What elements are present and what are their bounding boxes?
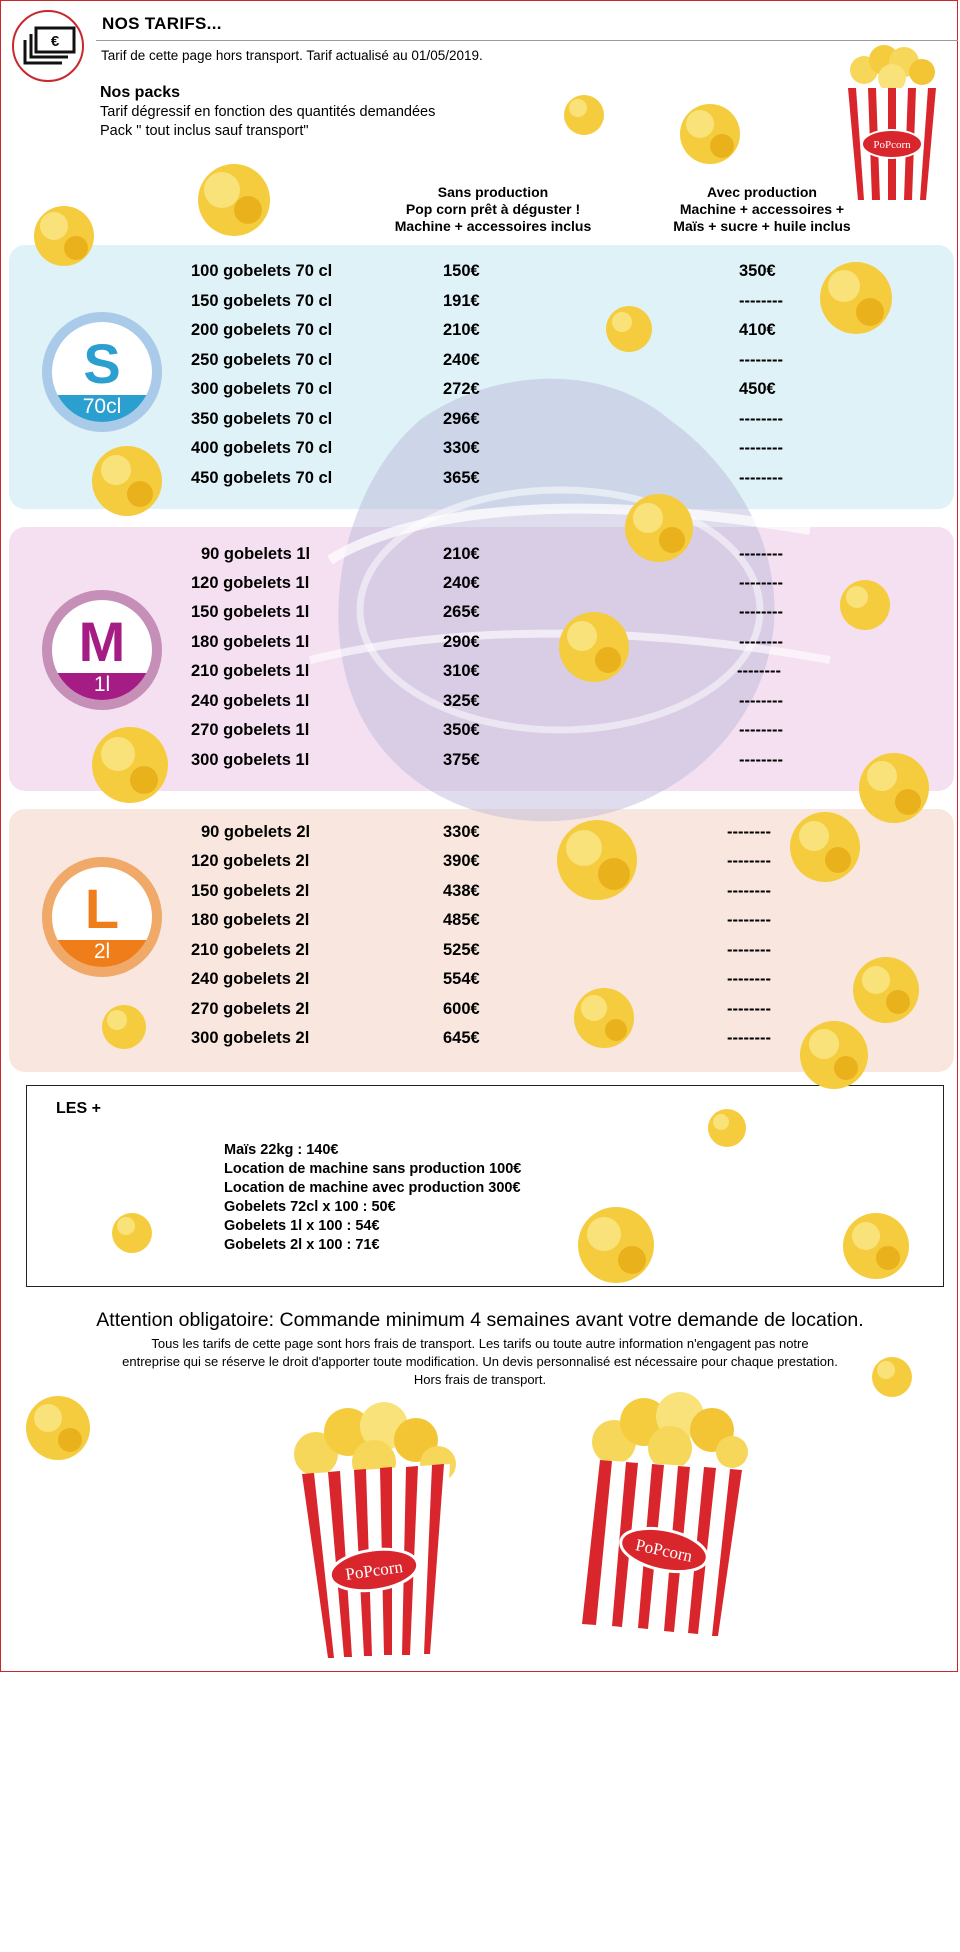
price-without: 600€ (443, 1000, 480, 1018)
price-with: -------- (739, 545, 783, 563)
logo-badge (12, 10, 84, 82)
popcorn-kernel-icon (868, 1350, 916, 1404)
row-label: 300 gobelets 2l (191, 1029, 310, 1047)
page-subtitle: Tarif de cette page hors transport. Tarif actualisé au 01/05/2019. (101, 48, 483, 63)
row-label: 240 gobelets 1l (191, 692, 310, 710)
price-without: 390€ (443, 852, 480, 870)
extras-item: Gobelets 1l x 100 : 54€ (224, 1218, 380, 1234)
price-with: -------- (727, 941, 771, 959)
price-with: -------- (739, 351, 783, 369)
popcorn-kernel-icon (20, 1386, 96, 1470)
row-label: 150 gobelets 2l (191, 882, 310, 900)
extras-item: Location de machine sans production 100€ (224, 1161, 522, 1177)
price-without: 240€ (443, 351, 480, 369)
svg-text:PoPcorn: PoPcorn (873, 139, 911, 151)
row-label: 350 gobelets 70 cl (191, 410, 333, 428)
popcorn-kernel-icon (704, 1102, 750, 1154)
price-with: -------- (727, 882, 771, 900)
price-without: 554€ (443, 970, 480, 988)
price-without: 191€ (443, 292, 480, 310)
price-without: 290€ (443, 633, 480, 651)
svg-text:PoPcorn: PoPcorn (344, 1557, 404, 1584)
extras-item: Location de machine avec production 300€ (224, 1180, 521, 1196)
popcorn-bucket-icon (288, 1392, 464, 1660)
price-with: 410€ (739, 321, 776, 339)
disclaimer-line: Tous les tarifs de cette page sont hors frais de transport. Les tarifs ou toute autre information n'engagent pas notre (151, 1336, 809, 1351)
disclaimer-line: Hors frais de transport. (413, 1372, 547, 1387)
euro-bills-icon (22, 26, 78, 68)
popcorn-kernel-icon (98, 998, 150, 1056)
price-without: 272€ (443, 380, 480, 398)
price-with: 450€ (739, 380, 776, 398)
price-without: 330€ (443, 823, 480, 841)
price-without: 330€ (443, 439, 480, 457)
price-with: -------- (727, 911, 771, 929)
popcorn-kernel-icon (794, 1012, 874, 1098)
price-without: 150€ (443, 262, 480, 280)
popcorn-kernel-icon (812, 252, 900, 344)
title-divider (96, 40, 958, 41)
popcorn-kernel-icon (674, 92, 746, 176)
popcorn-kernel-icon (784, 800, 866, 894)
price-without: 310€ (443, 662, 480, 680)
row-label: 150 gobelets 70 cl (191, 292, 333, 310)
extras-title: LES + (56, 1100, 101, 1117)
packs-note: Pack " tout inclus sauf transport" (100, 123, 309, 139)
price-with: -------- (727, 1029, 771, 1047)
price-without: 375€ (443, 751, 480, 769)
size-badge-s: S 70cl (42, 312, 162, 432)
popcorn-kernel-icon (602, 300, 656, 358)
popcorn-kernel-icon (566, 1202, 666, 1288)
price-with: 350€ (739, 262, 776, 280)
row-label: 240 gobelets 2l (191, 970, 310, 988)
price-with: -------- (739, 292, 783, 310)
price-without: 525€ (443, 941, 480, 959)
row-label: 250 gobelets 70 cl (191, 351, 333, 369)
popcorn-kernel-icon (836, 572, 894, 638)
extras-item: Gobelets 72cl x 100 : 50€ (224, 1199, 396, 1215)
price-without: 210€ (443, 321, 480, 339)
row-label: 450 gobelets 70 cl (191, 469, 333, 487)
row-label: 100 gobelets 70 cl (191, 262, 333, 280)
price-with: -------- (727, 852, 771, 870)
price-without: 210€ (443, 545, 480, 563)
packs-heading: Nos packs (100, 84, 181, 101)
row-label: 300 gobelets 70 cl (191, 380, 333, 398)
extras-item: Gobelets 2l x 100 : 71€ (224, 1237, 380, 1253)
size-badge-l: L 2l (42, 857, 162, 977)
page-title: NOS TARIFS... (102, 14, 222, 33)
price-without: 645€ (443, 1029, 480, 1047)
popcorn-bucket-icon (842, 36, 942, 204)
price-with: -------- (739, 721, 783, 739)
price-without: 365€ (443, 469, 480, 487)
disclaimer-line: entreprise qui se réserve le droit d'apporter toute modification. Un devis personnalisé est nécessaire pour chaque prestation. (122, 1354, 838, 1369)
size-badge-m: M 1l (42, 590, 162, 710)
price-with: -------- (739, 410, 783, 428)
row-label: 300 gobelets 1l (191, 751, 310, 769)
row-label: 400 gobelets 70 cl (191, 439, 333, 457)
row-label: 210 gobelets 1l (191, 662, 310, 680)
price-with: -------- (739, 751, 783, 769)
row-label: 90 gobelets 2l (201, 823, 311, 841)
row-label: 150 gobelets 1l (191, 603, 310, 621)
popcorn-kernel-icon (108, 1206, 156, 1260)
row-label: 210 gobelets 2l (191, 941, 310, 959)
popcorn-kernel-icon (560, 88, 608, 142)
price-without: 325€ (443, 692, 480, 710)
price-with: -------- (727, 823, 771, 841)
popcorn-kernel-icon (86, 436, 168, 526)
price-with: -------- (739, 439, 783, 457)
popcorn-bucket-icon (578, 1386, 754, 1642)
extras-item: Maïs 22kg : 140€ (224, 1142, 339, 1158)
popcorn-kernel-icon (188, 158, 280, 242)
packs-description: Tarif dégressif en fonction des quantités demandées (100, 104, 436, 120)
price-with: -------- (727, 1000, 771, 1018)
price-without: 296€ (443, 410, 480, 428)
row-label: 180 gobelets 2l (191, 911, 310, 929)
price-without: 350€ (443, 721, 480, 739)
row-label: 270 gobelets 2l (191, 1000, 310, 1018)
price-with: -------- (739, 574, 783, 592)
price-without: 240€ (443, 574, 480, 592)
popcorn-kernel-icon (836, 1206, 916, 1286)
attention-notice: Attention obligatoire: Commande minimum 4 semaines avant votre demande de location. (96, 1309, 864, 1331)
row-label: 270 gobelets 1l (191, 721, 310, 739)
popcorn-kernel-icon (552, 602, 636, 692)
popcorn-kernel-icon (616, 486, 702, 570)
popcorn-kernel-icon (568, 976, 640, 1060)
price-without: 438€ (443, 882, 480, 900)
price-with: -------- (739, 633, 783, 651)
popcorn-kernel-icon (28, 196, 100, 276)
popcorn-kernel-icon (84, 716, 176, 814)
row-label: 200 gobelets 70 cl (191, 321, 333, 339)
price-without: 485€ (443, 911, 480, 929)
row-label: 90 gobelets 1l (201, 545, 311, 563)
row-label: 120 gobelets 1l (191, 574, 310, 592)
price-with: -------- (737, 662, 781, 680)
price-with: -------- (739, 692, 783, 710)
price-with: -------- (739, 469, 783, 487)
svg-text:PoPcorn: PoPcorn (633, 1535, 695, 1566)
svg-text:€: € (50, 33, 60, 50)
row-label: 120 gobelets 2l (191, 852, 310, 870)
price-with: -------- (727, 970, 771, 988)
popcorn-kernel-icon (544, 814, 650, 906)
column-header-without-production: Sans production Pop corn prêt à déguster ! Machine + accessoires inclus (394, 184, 592, 234)
price-with: -------- (739, 603, 783, 621)
price-without: 265€ (443, 603, 480, 621)
column-header-with-production: Avec production Machine + accessoires + Maïs + sucre + huile inclus (673, 184, 851, 234)
row-label: 180 gobelets 1l (191, 633, 310, 651)
